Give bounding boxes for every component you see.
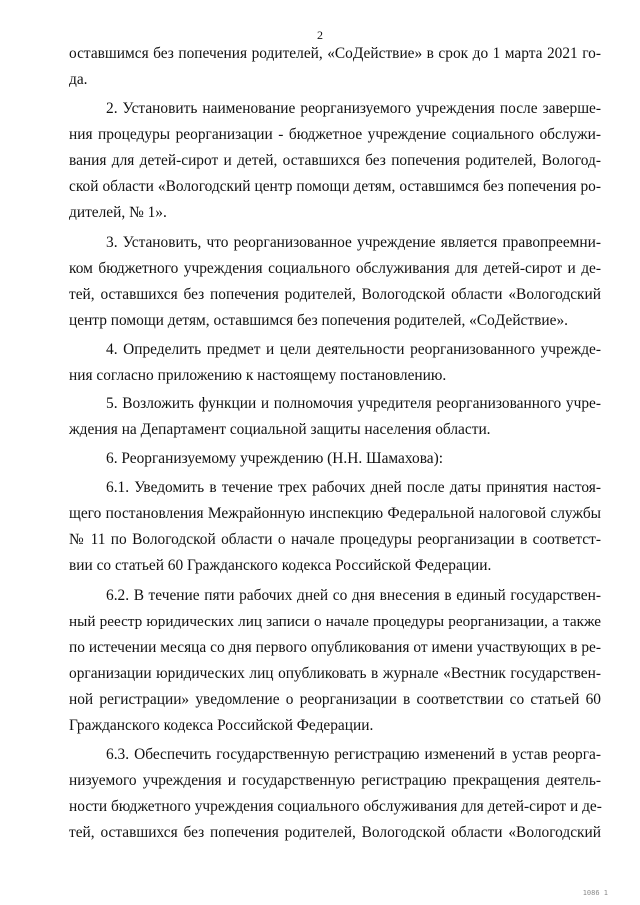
text-line: вии со статьей 60 Гражданского кодекса Российской Федерации. [69, 557, 492, 574]
text-line: № 11 по Вологодской области о начале процедуры реорганизации в соответст- [69, 531, 601, 548]
text-line: ной регистрации» уведомление о реорганизации в соответствии со статьей 60 [69, 691, 601, 708]
text-line: 6. Реорганизуемому учреждению (Н.Н. Шамахова): [106, 450, 443, 467]
text-line: Гражданского кодекса Российской Федерации. [69, 717, 374, 734]
text-line: оставшимся без попечения родителей, «СоДействие» в срок до 1 марта 2021 го- [69, 45, 601, 62]
text-line: 3. Установить, что реорганизованное учреждение является правопреемни- [106, 234, 601, 251]
text-line: ния процедуры реорганизации - бюджетное учреждение социального обслужи- [69, 126, 601, 143]
text-line: ния согласно приложению к настоящему постановлению. [69, 367, 447, 384]
text-line: 6.1. Уведомить в течение трех рабочих дней после даты принятия настоя- [106, 479, 601, 496]
text-line: 6.3. Обеспечить государственную регистрацию изменений в устав реорга- [106, 746, 601, 763]
text-line: ской области «Вологодский центр помощи детям, оставшимся без попечения ро- [69, 178, 601, 195]
text-line: вания для детей-сирот и детей, оставшихся без попечения родителей, Вологод- [69, 152, 601, 169]
text-line: дителей, № 1». [69, 204, 167, 221]
text-line: 6.2. В течение пяти рабочих дней со дня внесения в единый государствен- [106, 587, 601, 604]
text-line: низуемого учреждения и государственную регистрацию прекращения деятель- [69, 772, 601, 789]
text-line: ности бюджетного учреждения социального обслуживания для детей-сирот и де- [69, 798, 602, 815]
scan-footer-mark: 1086 1 [582, 889, 608, 897]
text-line: центр помощи детям, оставшимся без попечения родителей, «СоДействие». [69, 312, 568, 329]
text-line: да. [69, 71, 88, 88]
text-line: по истечении месяца со дня первого опубликования от имени участвующих в ре- [69, 639, 601, 656]
text-line: 5. Возложить функции и полномочия учредителя реорганизованного учре- [106, 395, 601, 412]
text-line: щего постановления Межрайонную инспекцию Федеральной налоговой службы [69, 505, 601, 522]
text-line: ждения на Департамент социальной защиты населения области. [69, 421, 491, 438]
text-line: ком бюджетного учреждения социального обслуживания для детей-сирот и де- [69, 260, 601, 277]
text-line: тей, оставшихся без попечения родителей, Вологодской области «Вологодский [69, 286, 601, 303]
text-line: 4. Определить предмет и цели деятельности реорганизованного учрежде- [106, 341, 601, 358]
text-line: 2. Установить наименование реорганизуемого учреждения после заверше- [106, 100, 601, 117]
text-line: тей, оставшихся без попечения родителей, Вологодской области «Вологодский [69, 824, 601, 841]
text-line: организации юридических лиц опубликовать в журнале «Вестник государствен- [69, 665, 601, 682]
page-number: 2 [317, 28, 323, 42]
text-line: ный реестр юридических лиц записи о начале процедуры реорганизации, а также [69, 613, 601, 630]
